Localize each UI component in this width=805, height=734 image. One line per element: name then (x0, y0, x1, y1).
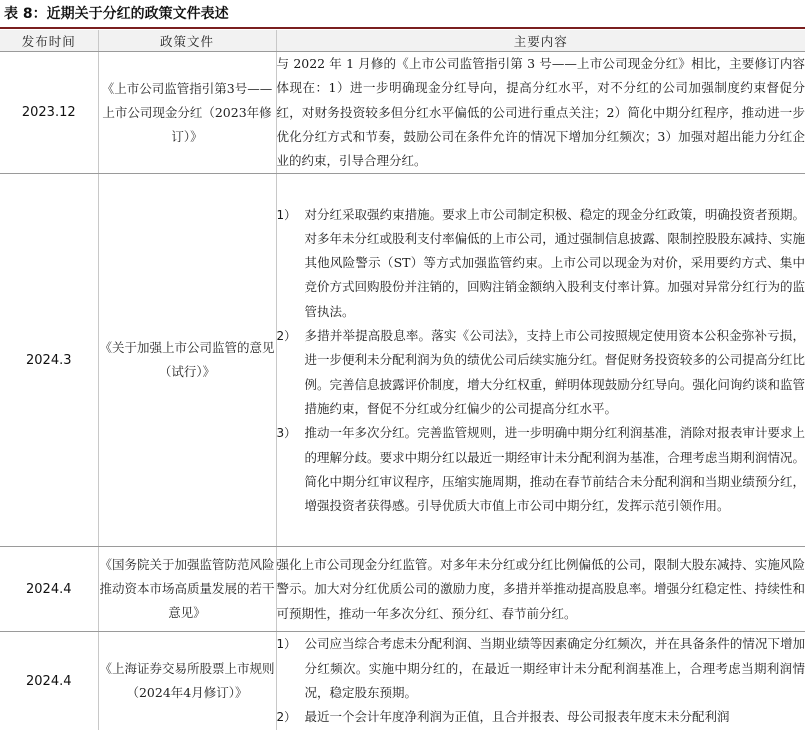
row-content (276, 174, 805, 547)
row-date: 2024.4 (0, 547, 98, 632)
content-item (277, 324, 805, 421)
item-number: 2） (276, 710, 297, 725)
table-row (0, 174, 805, 547)
item-number: 3） (276, 426, 297, 441)
item-text: 推动一年多次分红。完善监管规则，进一步明确中期分红利润基准，消除对报表审计要求上的理解分歧。要求中期分红以最近一期经审计未分配利润为基准，合理考虑当期利润情况。简化中期分红审议程序，压缩实施周期，推动在春节前结合未分配利润和当期业绩预分红，增强投资者获得感。引导优质大市值上市公司中期分红，发挥示范引领作用。 (304, 425, 805, 514)
content-item (277, 705, 805, 729)
content-item (277, 203, 805, 324)
table-row (0, 547, 805, 632)
row-doc-title: 《关于加强上市公司监管的意见（试行）》 (99, 340, 275, 380)
caption-rule (0, 27, 805, 29)
row-date: 2023.12 (0, 52, 98, 174)
header-content: 主要内容 (276, 30, 805, 52)
table-row (0, 632, 805, 730)
row-date: 2024.3 (0, 174, 98, 547)
row-doc-title: 《国务院关于加强监管防范风险推动资本市场高质量发展的若干意见》 (99, 557, 275, 621)
row-date: 2024.4 (0, 632, 98, 730)
row-doc-title: 《上市公司监管指引第3号——上市公司现金分红（2023年修订）》 (101, 80, 273, 144)
row-doc (98, 52, 276, 174)
policy-table (0, 30, 805, 730)
item-text: 对分红采取强约束措施。要求上市公司制定积极、稳定的现金分红政策，明确投资者预期。对多年未分红或股利支付率偏低的上市公司，通过强制信息披露、限制控股股东减持、实施其他风险警示（ST）等方式加强监管约束。上市公司以现金为对价，采用要约方式、集中竞价方式回购股份并注销的，回购注销金额纳入股利支付率计算。加强对异常分红行为的监管执法。 (304, 206, 805, 319)
header-date: 发布时间 (0, 30, 98, 52)
row-doc (98, 632, 276, 730)
content-paragraph: 与 2022 年 1 月修的《上市公司监管指引第 3 号——上市公司现金分红》相比，主要修订内容体现在：1）进一步明确现金分红导向，提高分红水平，对不分红的公司加强制度约束督促分红，对财务投资较多但分红水平偏低的公司进行重点关注；2）简化中期分红程序，推动进一步优化分红方式和节奏，鼓励公司在条件允许的情况下增加分红频次；3）加强对超出能力分红企业的约束，引导合理分红。 (276, 56, 805, 169)
item-number: 2） (276, 329, 297, 344)
content-item (277, 421, 805, 518)
row-doc (98, 547, 276, 632)
header-doc: 政策文件 (98, 30, 276, 52)
item-text: 最近一个会计年度净利润为正值，且合并报表、母公司报表年度末未分配利润 (304, 709, 730, 725)
item-text: 公司应当综合考虑未分配利润、当期业绩等因素确定分红频次，并在具备条件的情况下增加分红频次。实施中期分红的，在最近一期经审计未分配利润基准上，合理考虑当期利润情况，稳定股东预期。 (304, 636, 805, 701)
table-caption: 表 8：近期关于分红的政策文件表述 (4, 6, 229, 22)
row-content (276, 547, 805, 632)
row-content (276, 632, 805, 730)
row-doc (98, 174, 276, 547)
table-row (0, 52, 805, 174)
content-paragraph: 强化上市公司现金分红监管。对多年未分红或分红比例偏低的公司，限制大股东减持、实施风险警示。加大对分红优质公司的激励力度，多措并举推动提高股息率。增强分红稳定性、持续性和可预期性，推动一年多次分红、预分红、春节前分红。 (276, 557, 805, 621)
item-text: 多措并举提高股息率。落实《公司法》，支持上市公司按照规定使用资本公积金弥补亏损，进一步便利未分配利润为负的绩优公司后续实施分红。督促财务投资较多的公司提高分红比例。完善信息披露评价制度，增大分红权重，鲜明体现鼓励分红导向。强化问询约谈和监管措施约束，督促不分红或分红偏少的公司提高分红水平。 (304, 328, 805, 416)
item-number: 1） (276, 637, 297, 652)
content-item (277, 632, 805, 705)
row-doc-title: 《上海证券交易所股票上市规则（2024年4月修订）》 (99, 661, 275, 701)
item-number: 1） (276, 207, 297, 222)
row-content (276, 52, 805, 174)
header-row (0, 30, 805, 52)
